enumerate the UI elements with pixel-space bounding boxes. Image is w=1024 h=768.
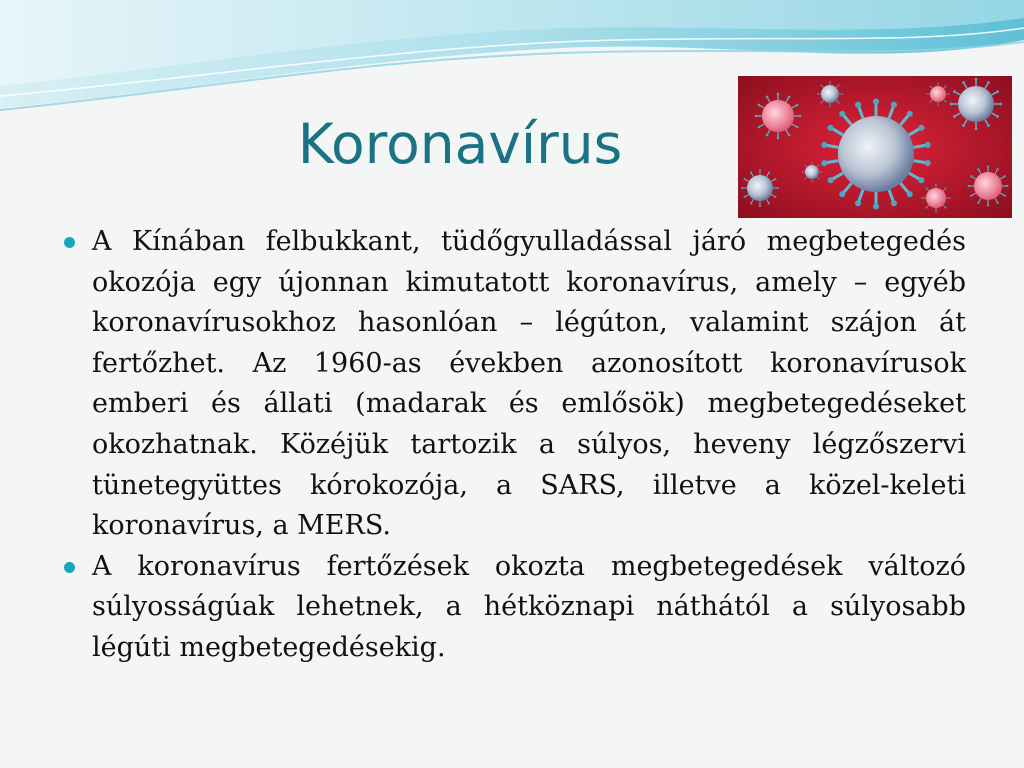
bullet-icon — [64, 237, 75, 248]
list-item — [62, 222, 966, 547]
bullet-list — [62, 222, 966, 669]
bullet-text: A Kínában felbukkant, tüdőgyulladással járó megbetegedés okozója egy újonnan kimutatott koronavírus, amely – egyéb koronavírusokhoz hasonlóan – légúton, valamint szájon át fertőzhet. Az 1960-as években azonosított koronavírusok emberi és állati (madarak és emlősök) megbetegedéseket okozhatnak. Közéjük tartozik a súlyos, heveny légzőszervi tünetegyüttes kórokozója, a SARS, illetve a közel-keleti koronavírus, a MERS. — [92, 226, 966, 542]
list-item — [62, 547, 966, 669]
bullet-icon — [64, 562, 75, 573]
coronavirus-image — [738, 76, 1012, 218]
bullet-text: A koronavírus fertőzések okozta megbetegedések változó súlyosságúak lehetnek, a hétköznapi náthától a súlyosabb légúti megbetegedésekig. — [92, 550, 966, 663]
slide-title: Koronavírus — [297, 112, 623, 176]
